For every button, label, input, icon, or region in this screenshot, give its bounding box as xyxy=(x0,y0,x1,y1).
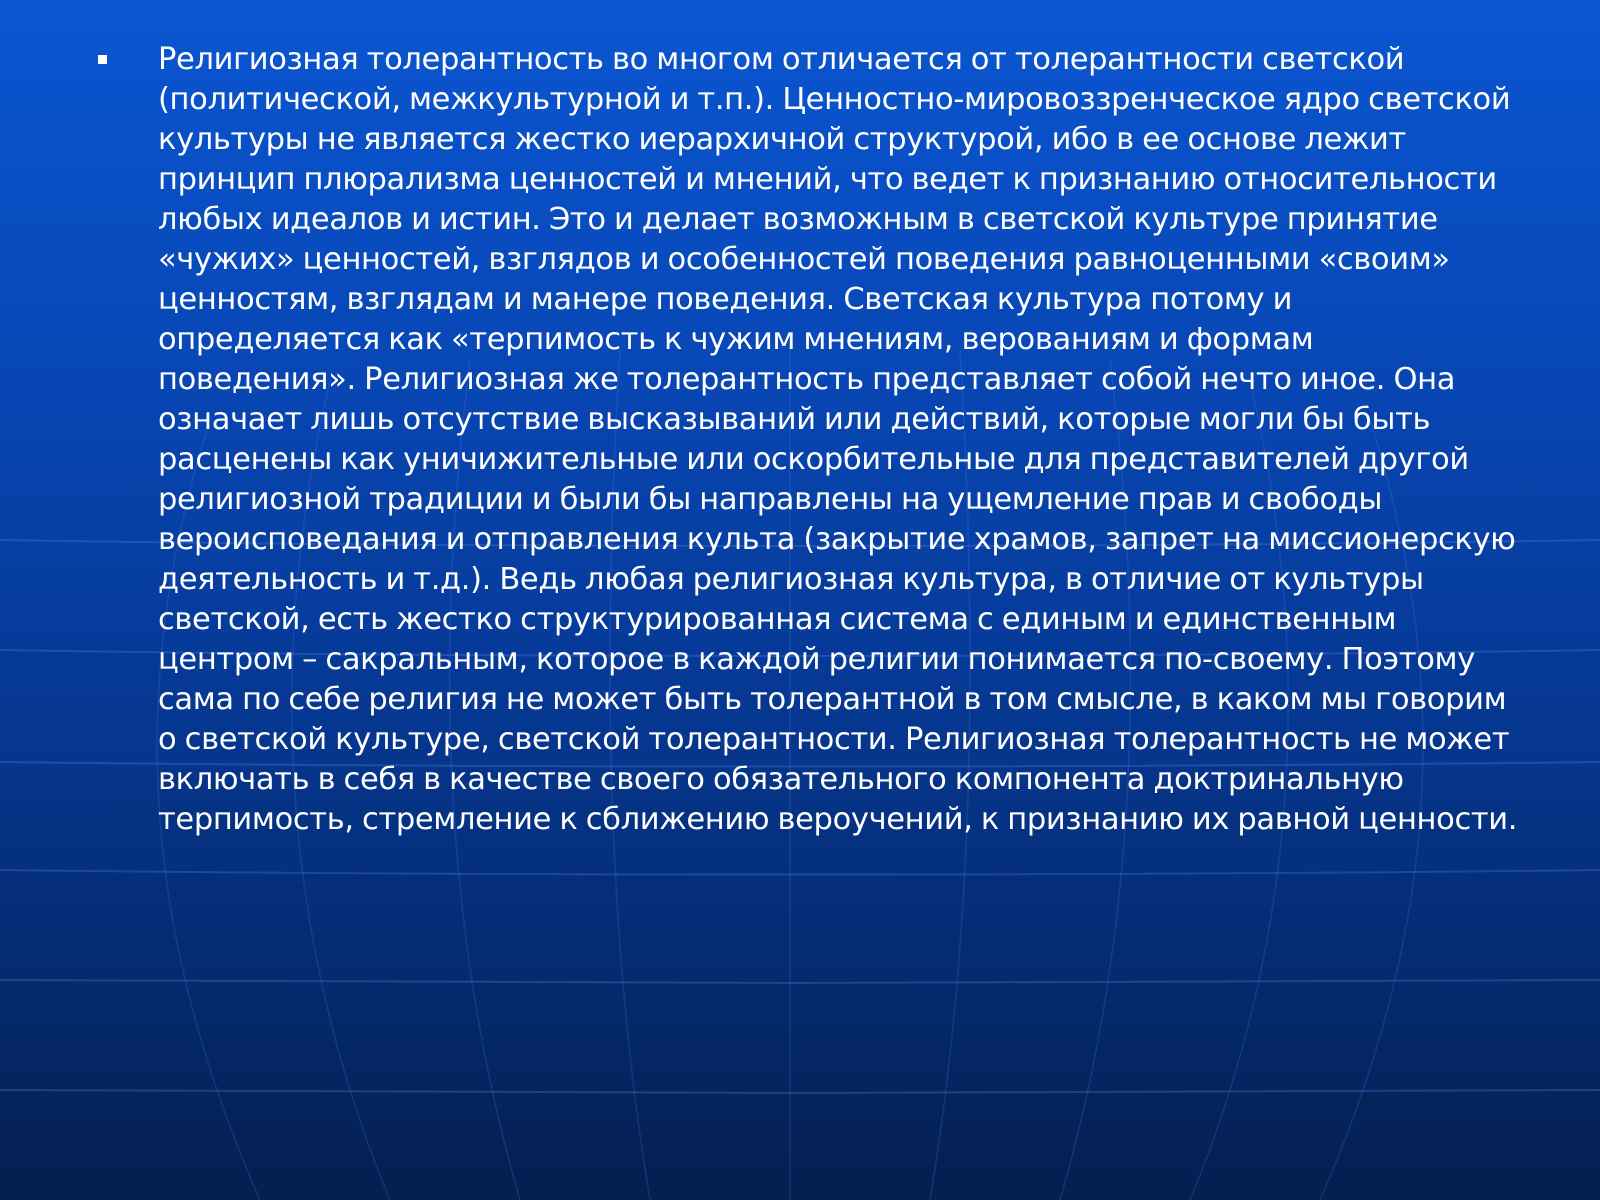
square-bullet-icon xyxy=(98,55,107,64)
body-paragraph: Религиозная толерантность во многом отличается от толерантности светской (политической, межкультурной и т.п.). Ценностно-мировоззренческое ядро светской культуры не является жестко иерархичной структурой, ибо в ее основе лежит принцип плюрализма ценностей и мнений, что ведет к признанию относительности любых идеалов и истин. Это и делает возможным в светской культуре принятие «чужих» ценностей, взглядов и особенностей поведения равноценными «своим» ценностям, взглядам и манере поведения. Светская культура потому и определяется как «терпимость к чужим мнениям, верованиям и формам поведения». Религиозная же толерантность представляет собой нечто иное. Она означает лишь отсутствие высказываний или действий, которые могли бы быть расценены как уничижительные или оскорбительные для представителей другой религиозной традиции и были бы направлены на ущемление прав и свободы вероисповедания и отправления культа (закрытие храмов, запрет на миссионерскую деятельность и т.д.). Ведь любая религиозная культура, в отличие от культуры светской, есть жестко структурированная система с единым и единственным центром – сакральным, которое в каждой религии понимается по-своему. Поэтому сама по себе религия не может быть толерантной в том смысле, в каком мы говорим о светской культуре, светской толерантности. Религиозная толерантность не может включать в себя в качестве своего обязательного компонента доктринальную терпимость, стремление к сближению вероучений, к признанию их равной ценности. xyxy=(158,42,1518,837)
slide-content xyxy=(98,40,1538,840)
bullet-item xyxy=(98,40,1538,840)
